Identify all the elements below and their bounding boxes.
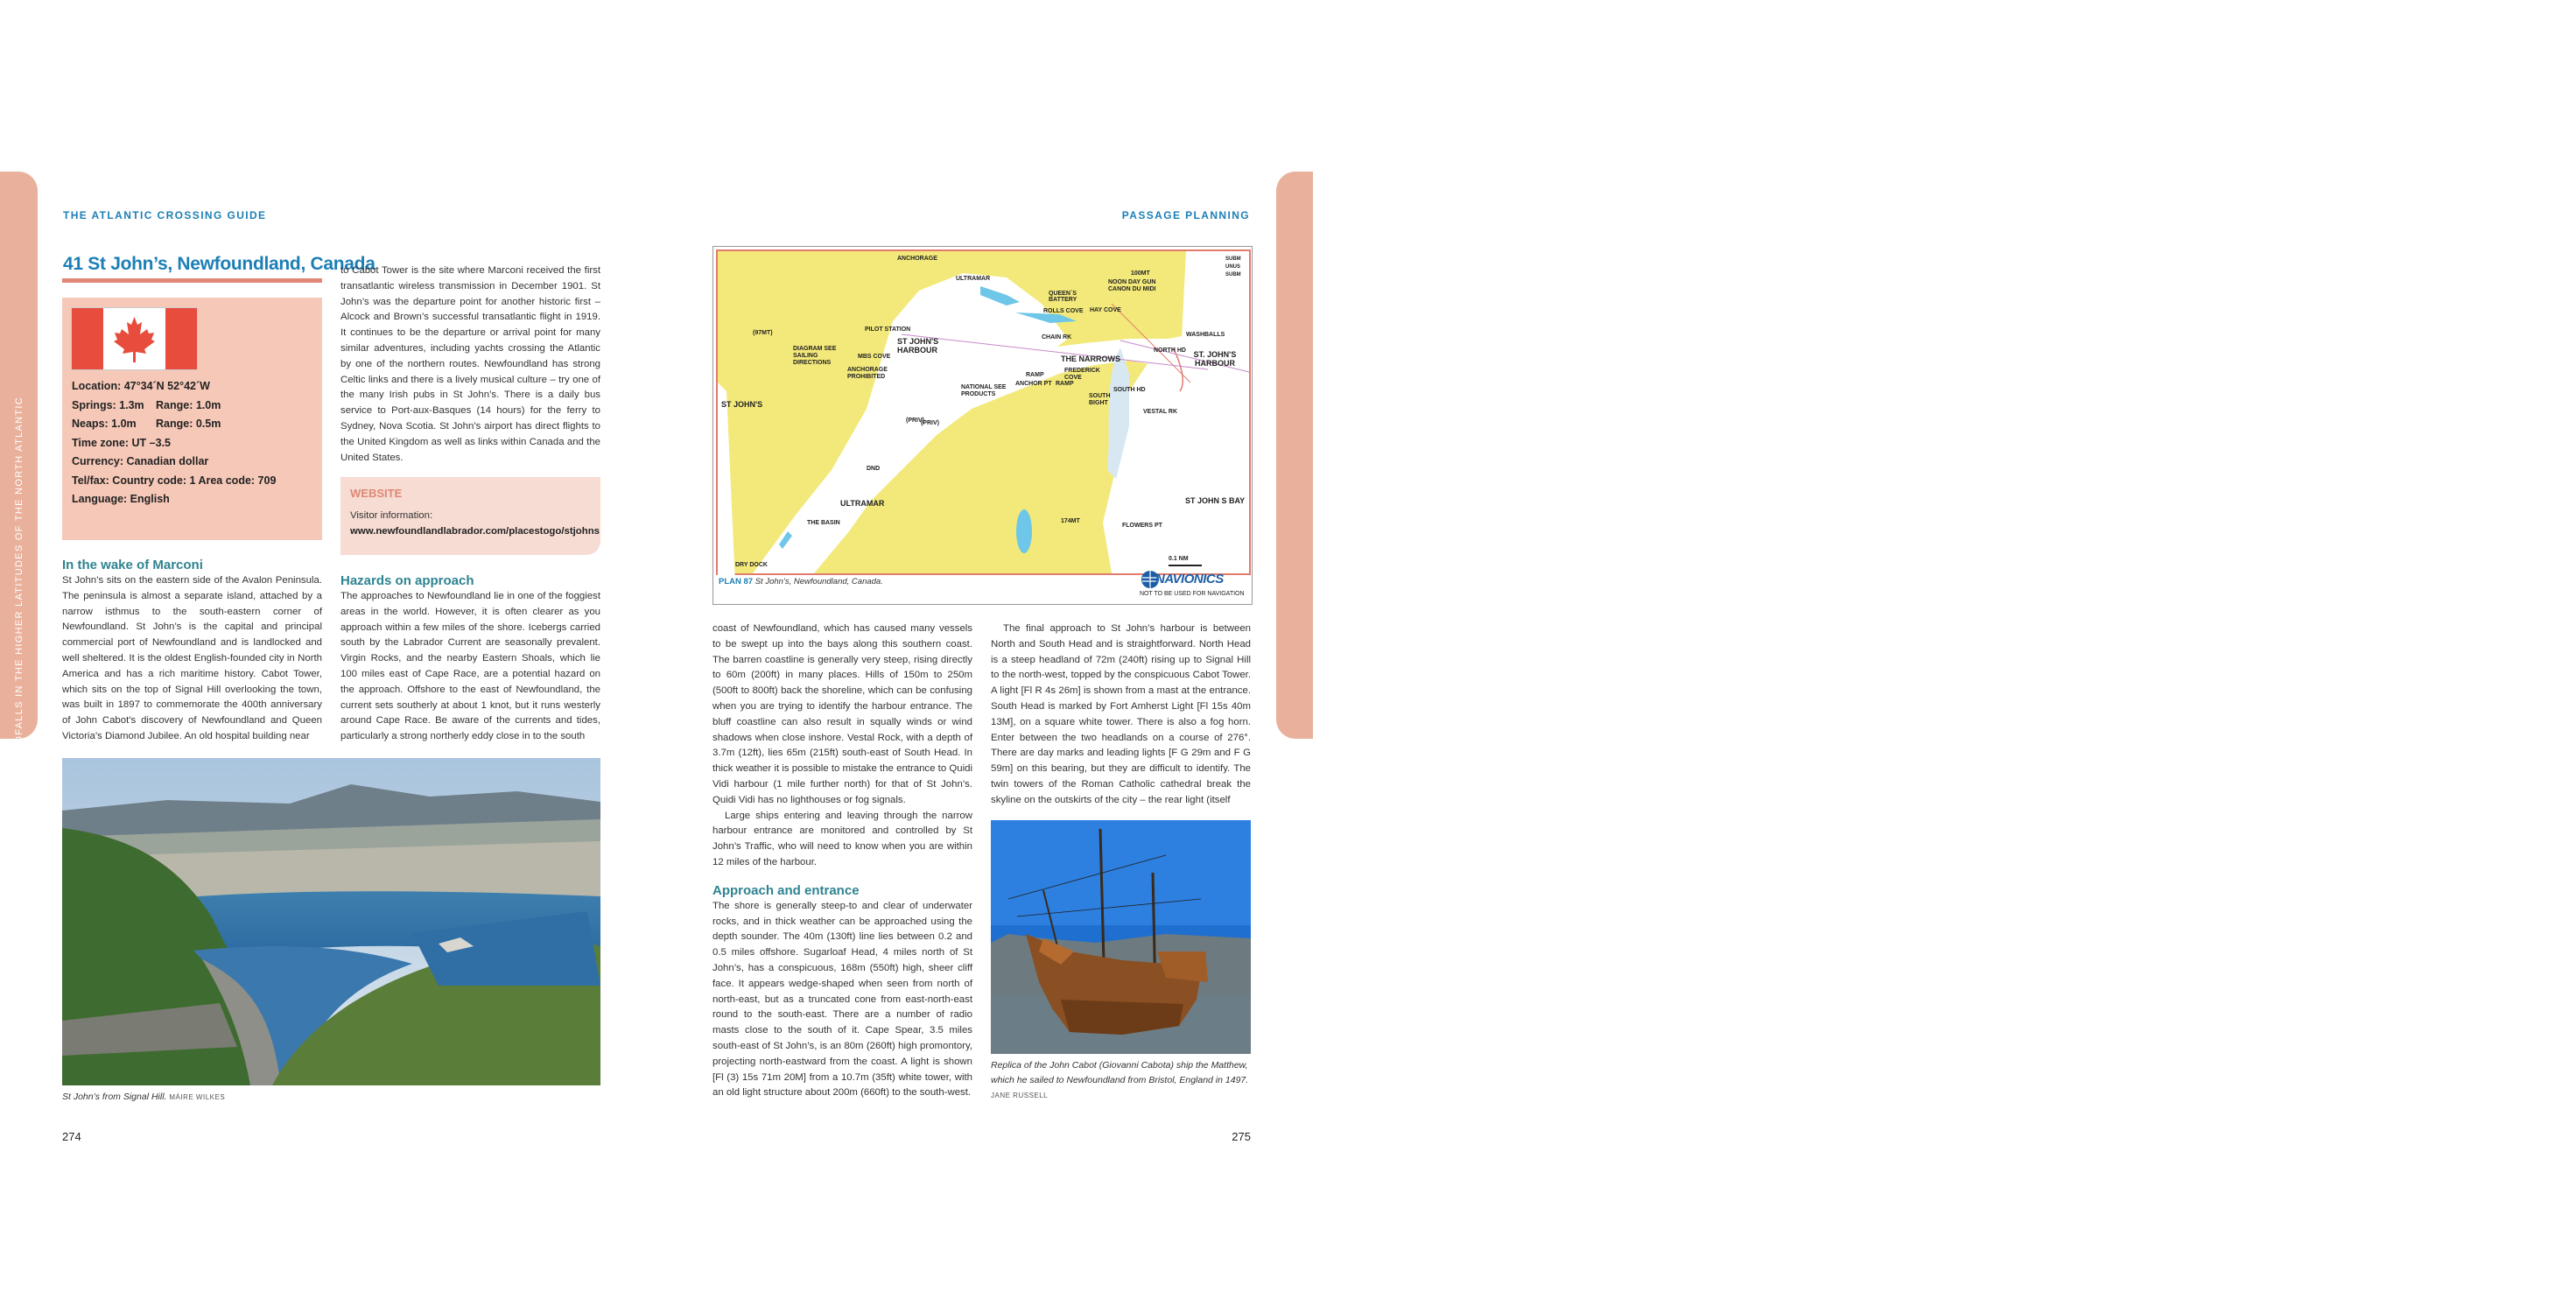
coast-paragraph: coast of Newfoundland, which has caused many vessels to be swept up into the bays along this southern coast. The barren coastline is generally very steep, rising directly to 60m (200ft) in many places. Hills of 150m to 250m (500ft to 800ft) back the shoreline, which can be confusing when you are trying to identify the harbour entrance. The bluff coastline can also result in squally winds or wind shadows when close inshore. Vestal Rock, with a depth of 3.7m (12ft), lies 65m (215ft) south-east of South Head. In thick weather it is possible to mistake the entrance to Quidi Vidi harbour (1 mile further north) for that of St John’s. Quidi Vidi has no lighthouses or fog signals.	[712, 623, 972, 805]
map-label-st-johns-harbour: ST JOHN'S HARBOUR	[897, 337, 939, 355]
running-head-left: THE ATLANTIC CROSSING GUIDE	[63, 209, 267, 221]
map-label-queens-battery: QUEEN´S BATTERY	[1049, 291, 1077, 303]
page-number-right: 275	[1232, 1130, 1251, 1143]
map-label-st-johns: ST JOHN'S	[721, 400, 763, 409]
info-list	[72, 379, 317, 511]
map-label-ultramar-top: ULTRAMAR	[956, 276, 991, 282]
side-tab-text-left: PASSAGES AND LANDFALLS IN THE HIGHER LATITUDES OF THE NORTH ATLANTIC	[14, 396, 25, 858]
section-heading-approach: Approach and entrance	[712, 882, 860, 898]
map-label-noon-day-gun: NOON DAY GUN	[1108, 279, 1156, 285]
marconi-continued-paragraph: to Cabot Tower is the site where Marconi received the first transatlantic wireless transmission in December 1901. St John’s was the departure point for another historic first – Alcock and Brown’s successful transatlantic flight in 1919. It continues to be the departure or arrival point for many similar adventures, including yachts crossing the Atlantic by one of the northern routes. Newfoundland has strong Celtic links and there is a lively musical culture – try one of the many Irish pubs in St John’s. There is a daily bus service to Port-aux-Basques (14 hours) for the ferry to Sydney, Nova Scotia. St John’s airport has direct flights to the United Kingdom as well as links within Canada and the United States.	[340, 265, 600, 463]
map-label-st-johns-harbour-right: ST. JOHN'S HARBOUR	[1193, 350, 1237, 368]
side-tab-left	[0, 172, 38, 858]
website-box	[340, 477, 600, 555]
map-label-north-hd: NORTH HD	[1154, 348, 1186, 354]
map-scale-bar: 0.1 NM	[1169, 556, 1189, 562]
info-neaps: Neaps: 1.0m Range: 0.5m	[72, 418, 221, 430]
info-springs: Springs: 1.3m Range: 1.0m	[72, 398, 221, 411]
final-approach-paragraph: The final approach to St John’s harbour is between North and South Head and is straightforward. North Head is a steep headland of 72m (240ft) rising up to Signal Hill to the north-west, topped by the conspicuous Cabot Tower. A light [Fl R 4s 26m] is shown from a mast at the entrance. South Head is marked by Fort Amherst Light [Fl 15s 40m 13M], on a square white tower. There is also a fog horn. Enter between the two headlands on a course of 276°. There are day marks and leading lights [F G 29m and F G 59m] on this bearing, but they are difficult to identify. The twin towers of the Roman Catholic cathedral break the skyline on the outskirts of the city – the rear light (itself	[991, 623, 1251, 805]
section-heading-marconi: In the wake of Marconi	[62, 558, 203, 572]
harbour-photo-caption: St John’s from Signal Hill. MÁIRE WILKES	[62, 1092, 226, 1102]
map-label-canon-du-midi: CANON DU MIDI	[1108, 286, 1156, 292]
column-2	[340, 263, 600, 466]
column-2-hazards	[340, 573, 600, 745]
info-currency: Currency: Canadian dollar	[72, 455, 209, 467]
column-4	[991, 621, 1251, 809]
map-label-flowers-pt: FLOWERS PT	[1122, 523, 1162, 529]
map-label-national: NATIONAL SEE PRODUCTS	[961, 384, 1007, 397]
map-label-subm: SUBM UNUS SUBM	[1225, 256, 1241, 277]
map-label-chain-rk: CHAIN RK	[1042, 334, 1072, 341]
info-telfax: Tel/fax: Country code: 1 Area code: 709	[72, 474, 277, 487]
map-label-97mt: (97MT)	[753, 330, 773, 336]
map-label-174mt: 174MT	[1061, 518, 1080, 524]
map-label-anchorage: ANCHORAGE	[897, 256, 937, 262]
map-label-dry-dock: DRY DOCK	[735, 562, 768, 568]
canada-flag	[71, 307, 198, 370]
chart-plan	[712, 246, 1253, 605]
map-label-ramp: RAMP	[1026, 372, 1044, 378]
website-link[interactable]: www.newfoundlandlabrador.com/placestogo/stjohns	[350, 526, 600, 537]
plan-caption: PLAN 87 St John’s, Newfoundland, Canada.	[719, 577, 883, 586]
navionics-logo	[1140, 570, 1236, 587]
map-label-priv-1: (PRIV)	[906, 418, 924, 424]
side-tab-text-right: PASSAGES AND LANDFALLS IN THE HIGHER LATITUDES OF THE NORTH ATLANTIC	[2565, 396, 2576, 858]
map-label-frederick-cove: FREDERICK COVE	[1064, 368, 1100, 381]
title-rule	[62, 278, 322, 283]
map-label-priv-2: (PRIV)	[921, 420, 939, 426]
map-label-south-hd: SOUTH HD	[1113, 387, 1146, 393]
section-heading-hazards: Hazards on approach	[340, 573, 474, 588]
map-label-the-basin: THE BASIN	[807, 520, 840, 526]
page-number-left: 274	[62, 1130, 81, 1143]
ship-photo	[991, 820, 1251, 1054]
info-location: Location: 47°34´N 52°42´W	[72, 380, 210, 392]
map-label-diagram: DIAGRAM SEE SAILING DIRECTIONS	[793, 346, 837, 366]
harbour-photo	[62, 758, 600, 1085]
info-timezone: Time zone: UT –3.5	[72, 436, 171, 449]
info-language: Language: English	[72, 493, 170, 505]
navionics-wordmark: NAVIONICS	[1155, 572, 1224, 586]
maple-leaf-icon	[103, 308, 165, 369]
map-label-washballs: WASHBALLS	[1186, 332, 1225, 338]
column-3	[712, 621, 972, 1101]
page-title: 41 St John’s, Newfoundland, Canada	[63, 254, 376, 274]
website-heading: WEBSITE	[350, 487, 403, 500]
approach-paragraph: The shore is generally steep-to and clear of underwater rocks, and in thick weather can be approached using the depth sounder. The 40m (130ft) line lies between 0.2 and 0.5 miles offshore. Sugarloaf Head, 4 miles north of St John’s, has a conspicuous, 168m (550ft) high, sheer cliff face. It appears wedge-shaped when seen from north of north-east, but as a truncated cone from east-north-east round to the south-east. There are a number of radio masts close to the south of it. Cape Spear, 3.5 miles south-east of St John’s, is an 80m (260ft) high promontory, projecting north-eastward from the coast. A light is shown [Fl (3) 15s 71m 20M] from a 10.7m (35ft) white tower, with an old light structure about 200m (660ft) to the south-west.	[712, 900, 972, 1099]
column-1	[62, 558, 322, 745]
map-label-100mt: 100MT	[1131, 270, 1150, 277]
running-head-right: PASSAGE PLANNING	[1121, 209, 1250, 221]
hazards-paragraph: The approaches to Newfoundland lie in one of the foggiest areas in the world. However, it is often clearer as you approach within a few miles of the shore. Icebergs carried south by the Labrador Current are seasonally prevalent. Virgin Rocks, and the nearby Eastern Shoals, which lie 100 miles east of Cape Race, are a potential hazard on the approach. Offshore to the east of Newfoundland, the current sets southerly at about 1 knot, but it runs westerly around Cape Race. Be aware of the currents and tides, particularly a strong northerly eddy close in to the south	[340, 591, 600, 742]
map-label-hay-cove: HAY COVE	[1090, 307, 1121, 313]
side-tab-right	[1276, 172, 2576, 858]
marconi-paragraph: St John’s sits on the eastern side of the Avalon Peninsula. The peninsula is almost a separate island, attached by a narrow isthmus to the south-eastern corner of Newfoundland. St John’s is the capital and principal commercial port of Newfoundland and is landlocked and well sheltered. It is the oldest English-founded city in North America and has a rich maritime history. Cabot Tower, which sits on the top of Signal Hill overlooking the town, was built in 1897 to commemorate the 400th anniversary of John Cabot’s discovery of Newfoundland and Queen Victoria’s Diamond Jubilee. An old hospital building near	[62, 575, 322, 741]
map-scale-line	[1169, 565, 1202, 566]
website-label: Visitor information:	[350, 510, 433, 521]
map-label-ramp-2: RAMP	[1056, 381, 1074, 387]
map-label-dnd: DND	[867, 466, 881, 472]
map-label-pilot-station: PILOT STATION	[865, 326, 911, 333]
ship-photo-caption: Replica of the John Cabot (Giovanni Cabota) ship the Matthew, which he sailed to Newfoundland from Bristol, England in 1497. JANE RUSSELL	[991, 1060, 1249, 1099]
navionics-disclaimer: NOT TO BE USED FOR NAVIGATION	[1140, 591, 1245, 597]
harbour-photo-illustration	[62, 758, 600, 1085]
map-label-vestal-rk: VESTAL RK	[1143, 409, 1178, 415]
map-label-st-johns-bay: ST JOHN S BAY	[1185, 496, 1246, 505]
map-label-mbs-cove: MBS COVE	[858, 354, 891, 360]
chart-map	[716, 249, 1251, 575]
map-label-anchor-pt: ANCHOR PT	[1015, 381, 1052, 387]
map-label-ultramar: ULTRAMAR	[840, 499, 885, 508]
map-label-the-narrows: THE NARROWS	[1061, 355, 1120, 363]
map-label-rolls-cove: ROLLS COVE	[1043, 308, 1084, 314]
traffic-paragraph: Large ships entering and leaving through the narrow harbour entrance are monitored and controlled by St John’s Traffic, who will need to know when you are within 12 miles of the harbour.	[712, 810, 972, 867]
map-label-south-bight: SOUTH BIGHT	[1089, 393, 1111, 406]
ship-photo-illustration	[991, 820, 1251, 1054]
map-label-anchorage-prohibited: ANCHORAGE PROHIBITED	[847, 367, 888, 380]
info-box	[62, 298, 322, 540]
